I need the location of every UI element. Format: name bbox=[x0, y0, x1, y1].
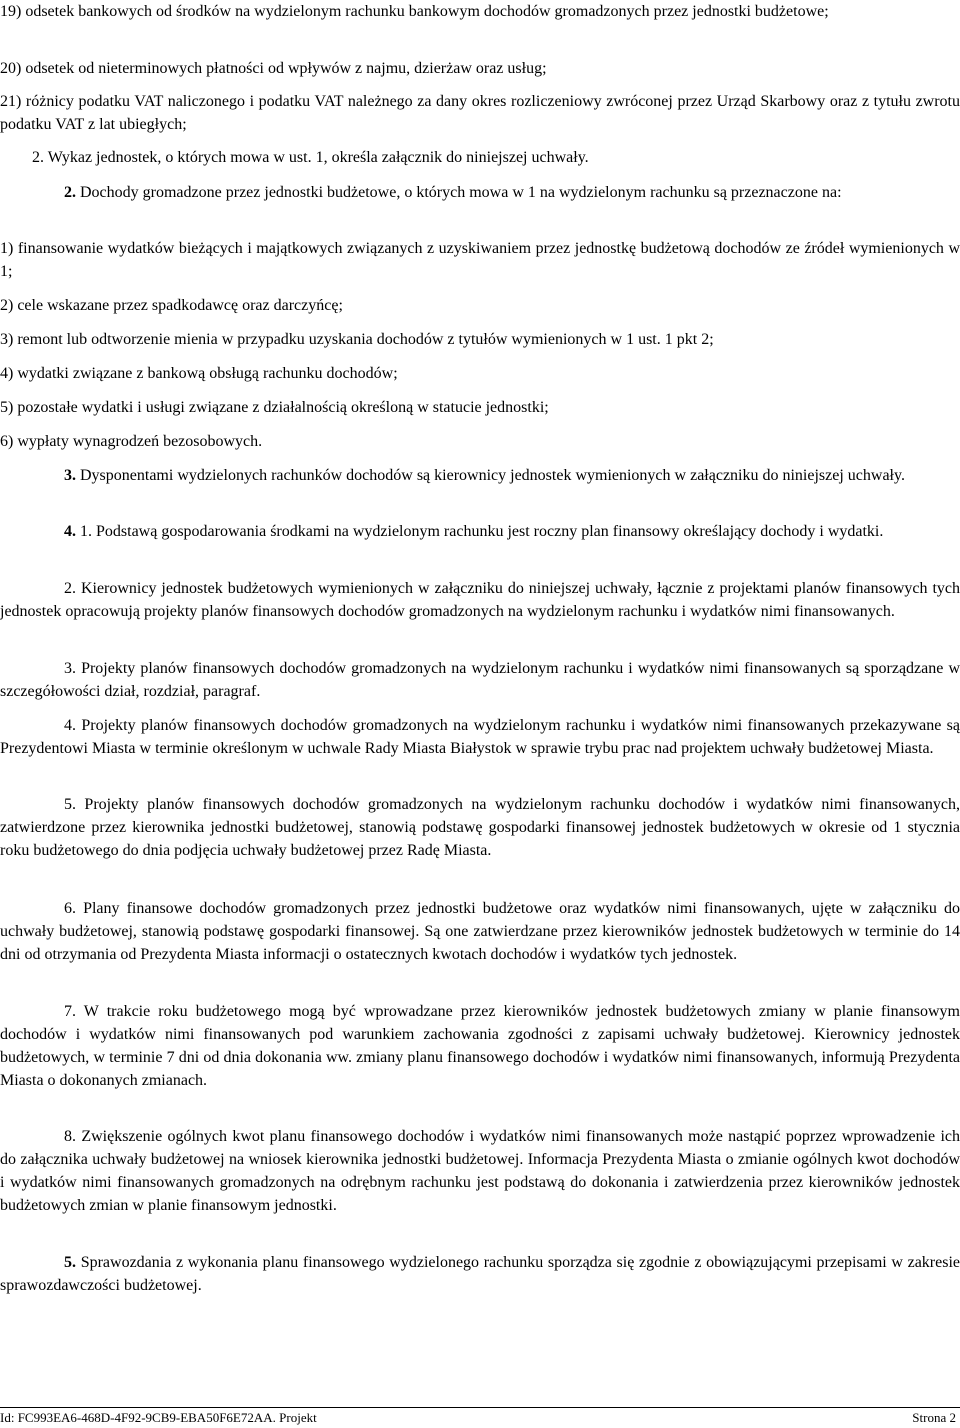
section4-paragraph-6: 6. Plany finansowe dochodów gromadzonych przez jednostki budżetowe oraz wydatków nimi finansowanych, ujęte w załączniku do uchwały budżetowej, stanowią podstawę gospodarki finansowej. Są one zatwierdzane przez kierowników jednostek budżetowych w terminie do 14 dni od otrzymania od Prezydenta Miasta informacji o ostatecznych kwotach dochodów i wydatków tych jednostek. bbox=[0, 900, 960, 963]
section2-item-2: 2) cele wskazane przez spadkodawcę oraz darczyńcę; bbox=[0, 297, 343, 314]
section4-paragraph-5: 5. Projekty planów finansowych dochodów gromadzonych na wydzielonym rachunku dochodów i wydatków nimi finansowanych, zatwierdzone przez kierownika jednostki budżetowej, stanowią podstawę gospodarki finansowej jednostek budżetowych w okresie od 1 stycznia roku budżetowego do dnia podjęcia uchwały budżetowej przez Radę Miasta. bbox=[0, 796, 960, 859]
page-number: Strona 2 bbox=[912, 1410, 956, 1425]
footer-divider bbox=[0, 1407, 960, 1408]
section3-text: Dysponentami wydzielonych rachunków dochodów są kierownicy jednostek wymienionych w załączniku do niniejszej uchwały. bbox=[80, 467, 905, 484]
section4-paragraph-3: 3. Projekty planów finansowych dochodów gromadzonych na wydzielonym rachunku i wydatków nimi finansowanych są sporządzane w szczegółowości dział, rozdział, paragraf. bbox=[0, 660, 960, 700]
list-item-19: 19) odsetek bankowych od środków na wydzielonym rachunku bankowym dochodów gromadzonych przez jednostki budżetowe; bbox=[0, 3, 829, 20]
section4-paragraph-1 bbox=[0, 520, 960, 543]
section2-item-3: 3) remont lub odtworzenie mienia w przypadku uzyskania dochodów z tytułów wymienionych w 1 ust. 1 pkt 2; bbox=[0, 331, 714, 348]
section2-item-1: 1) finansowanie wydatków bieżących i majątkowych związanych z uzyskiwaniem przez jednostkę budżetową dochodów ze źródeł wymienionych w 1; bbox=[0, 240, 960, 280]
section-mark-2: 2. bbox=[64, 184, 76, 201]
section4-paragraph-8: 8. Zwiększenie ogólnych kwot planu finansowego dochodów i wydatków nimi finansowanych może nastąpić poprzez wprowadzenie ich do załącznika uchwały budżetowej na wniosek kierownika jednostki budżetowej. Informacja Prezydenta Miasta o zmianie ogólnych kwot dochodów i wydatków nimi finansowanych gromadzonych na odrębnym rachunku jest podstawą do dokonania i zatwierdzenia przez kierowników jednostek budżetowych zmian w planie finansowym jednostki. bbox=[0, 1128, 960, 1214]
section2-item-5: 5) pozostałe wydatki i usługi związane z działalnością określoną w statucie jednostki; bbox=[0, 399, 549, 416]
section5-paragraph bbox=[0, 1251, 960, 1297]
list-item-21: 21) różnicy podatku VAT naliczonego i podatku VAT należnego za dany okres rozliczeniowy zwróconej przez Urząd Skarbowy oraz z tytułu zwrotu podatku VAT z lat ubiegłych; bbox=[0, 93, 960, 133]
section-mark-5: 5. bbox=[64, 1254, 76, 1271]
section4-paragraph-4: 4. Projekty planów finansowych dochodów gromadzonych na wydzielonym rachunku i wydatków nimi finansowanych przekazywane są Prezydentowi Miasta w terminie określonym w uchwale Rady Miasta Białystok w sprawie trybu prac nad projektem uchwały budżetowej Miasta. bbox=[0, 717, 960, 757]
section-mark-3: 3. bbox=[64, 467, 76, 484]
list-item-20: 20) odsetek od nieterminowych płatności od wpływów z najmu, dzierżaw oraz usług; bbox=[0, 60, 547, 77]
section2-item-6: 6) wypłaty wynagrodzeń bezosobowych. bbox=[0, 433, 263, 450]
section3-paragraph bbox=[0, 464, 960, 487]
section2-item-4: 4) wydatki związane z bankową obsługą rachunku dochodów; bbox=[0, 365, 398, 382]
section-mark-4: 4. bbox=[64, 523, 76, 540]
section2-text: Dochody gromadzone przez jednostki budżetowe, o których mowa w 1 na wydzielonym rachunku są przeznaczone na: bbox=[80, 184, 842, 201]
section4-paragraph-2: 2. Kierownicy jednostek budżetowych wymienionych w załączniku do niniejszej uchwały, łącznie z projektami planów finansowych tych jednostek opracowują projekty planów finansowych dochodów gromadzonych na wydzielonym rachunku i wydatków nimi finansowanych. bbox=[0, 580, 960, 620]
section4-paragraph-7: 7. W trakcie roku budżetowego mogą być wprowadzane przez kierowników jednostek budżetowych zmiany w planie finansowym dochodów i wydatków nimi finansowanych pod warunkiem zachowania zgodności z zapisami uchwały budżetowej. Kierownicy jednostek budżetowych, w terminie 7 dni od dnia dokonania ww. zmiany planu finansowego dochodów i wydatków nimi finansowanych, informują Prezydenta Miasta o dokonanych zmianach. bbox=[0, 1003, 960, 1089]
section4-p1-text: 1. Podstawą gospodarowania środkami na wydzielonym rachunku jest roczny plan finansowy określający dochody i wydatki. bbox=[80, 523, 884, 540]
document-id: Id: FC993EA6-468D-4F92-9CB9-EBA50F6E72AA. Projekt bbox=[0, 1410, 317, 1425]
section2-paragraph bbox=[0, 181, 960, 204]
section1-paragraph-2: 2. Wykaz jednostek, o których mowa w ust. 1, określa załącznik do niniejszej uchwały. bbox=[32, 149, 589, 166]
section5-text: Sprawozdania z wykonania planu finansowego wydzielonego rachunku sporządza się zgodnie z obowiązującymi przepisami w zakresie sprawozdawczości budżetowej. bbox=[0, 1254, 960, 1294]
